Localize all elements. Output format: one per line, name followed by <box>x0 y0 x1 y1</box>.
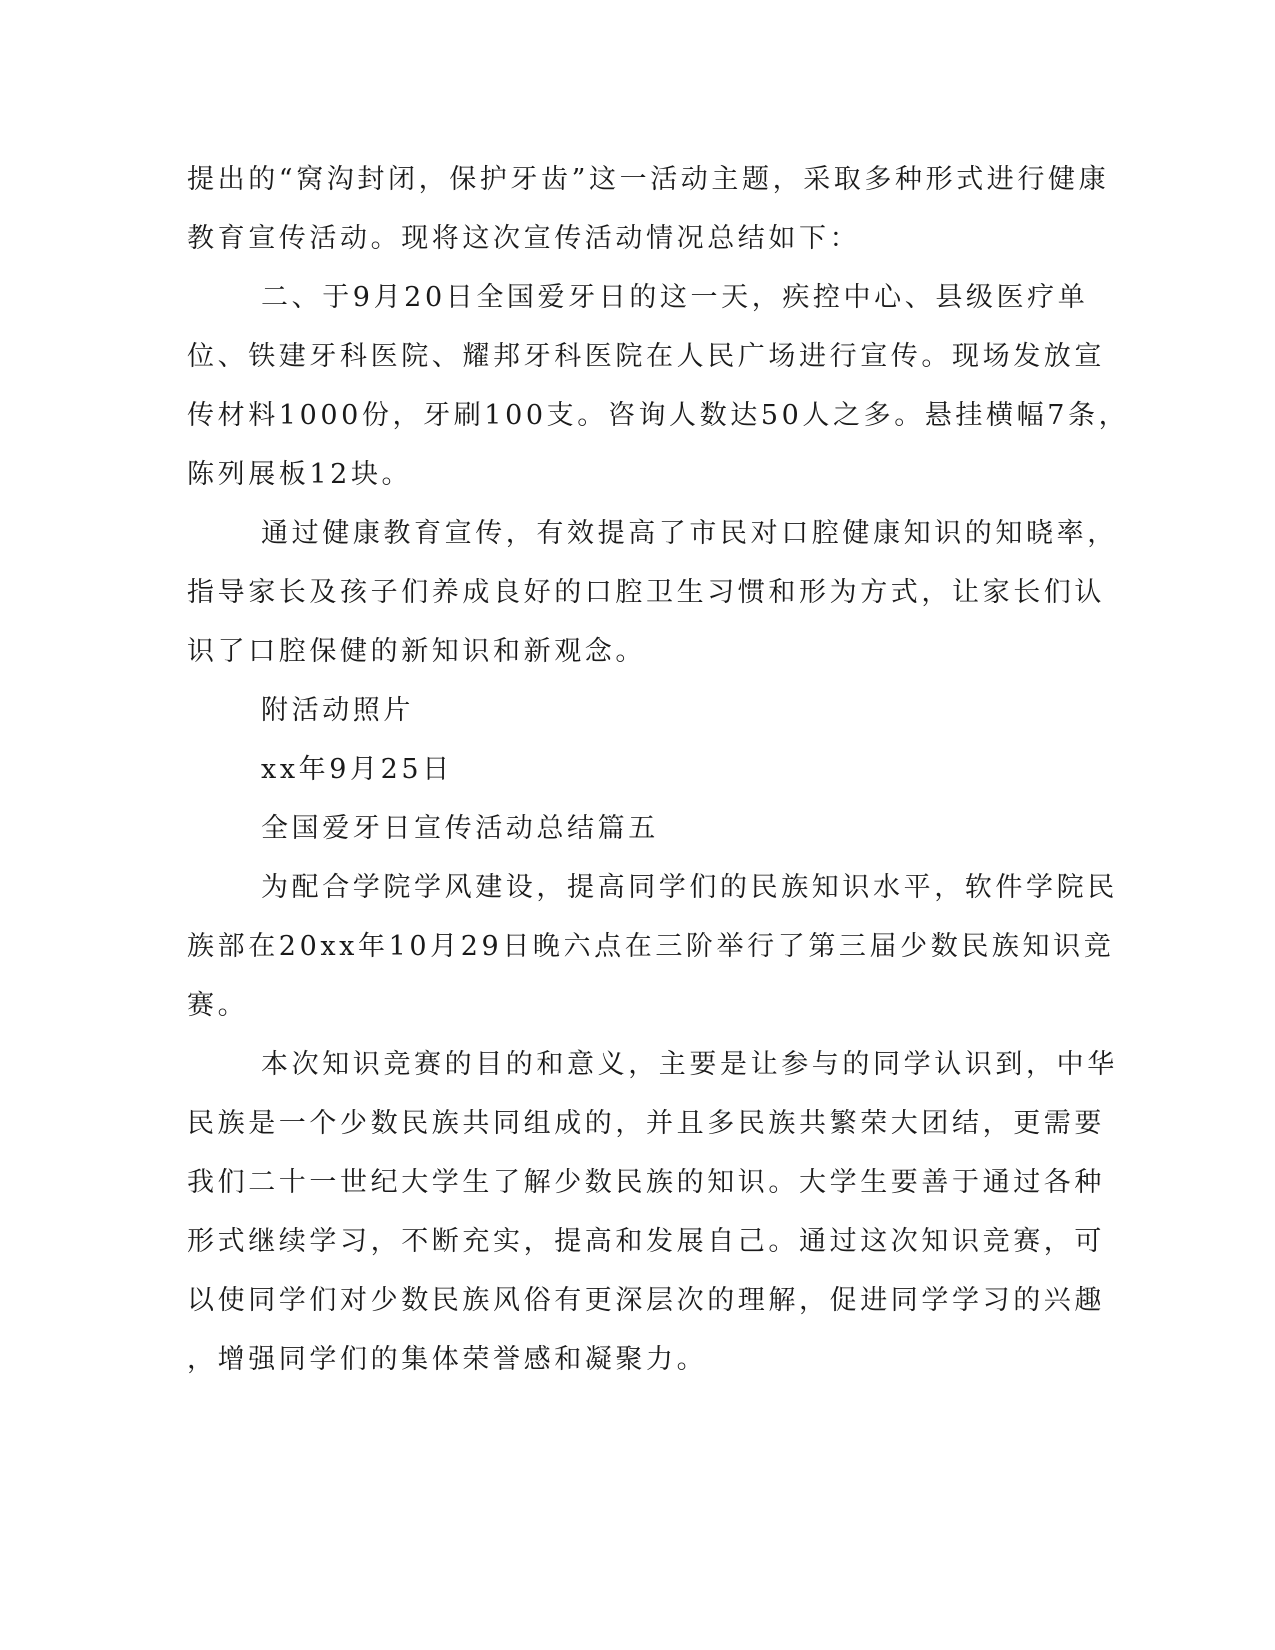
text-line: 本次知识竞赛的目的和意义，主要是让参与的同学认识到，中华 <box>261 1049 1118 1080</box>
text-line: 赛。 <box>187 990 249 1021</box>
text-line: 族部在20xx年10月29日晚六点在三阶举行了第三届少数民族知识竞 <box>187 931 1115 962</box>
text-line: 形式继续学习，不断充实，提高和发展自己。通过这次知识竞赛，可 <box>187 1226 1105 1257</box>
text-line: 传材料1000份，牙刷100支。咨询人数达50人之多。悬挂横幅7条， <box>187 400 1130 431</box>
date-line: xx年9月25日 <box>261 754 453 785</box>
text-line: ，增强同学们的集体荣誉感和凝聚力。 <box>187 1344 708 1375</box>
text-line: 我们二十一世纪大学生了解少数民族的知识。大学生要善于通过各种 <box>187 1167 1105 1198</box>
text-line: 指导家长及孩子们养成良好的口腔卫生习惯和形为方式，让家长们认 <box>187 577 1105 608</box>
section-heading: 全国爱牙日宣传活动总结篇五 <box>261 813 659 844</box>
text-line: 识了口腔保健的新知识和新观念。 <box>187 636 646 667</box>
text-line: 附活动照片 <box>261 695 414 726</box>
text-line: 以使同学们对少数民族风俗有更深层次的理解，促进同学学习的兴趣 <box>187 1285 1105 1316</box>
text-line: 为配合学院学风建设，提高同学们的民族知识水平，软件学院民 <box>261 872 1118 903</box>
text-line: 提出的“窝沟封闭，保护牙齿”这一活动主题，采取多种形式进行健康 <box>187 164 1110 195</box>
text-line: 陈列展板12块。 <box>187 459 413 490</box>
text-line: 二、于9月20日全国爱牙日的这一天，疾控中心、县级医疗单 <box>261 282 1089 313</box>
text-line: 通过健康教育宣传，有效提高了市民对口腔健康知识的知晓率， <box>261 518 1118 549</box>
text-line: 教育宣传活动。现将这次宣传活动情况总结如下： <box>187 223 861 254</box>
text-line: 民族是一个少数民族共同组成的，并且多民族共繁荣大团结，更需要 <box>187 1108 1105 1139</box>
text-line: 位、铁建牙科医院、耀邦牙科医院在人民广场进行宣传。现场发放宣 <box>187 341 1105 372</box>
